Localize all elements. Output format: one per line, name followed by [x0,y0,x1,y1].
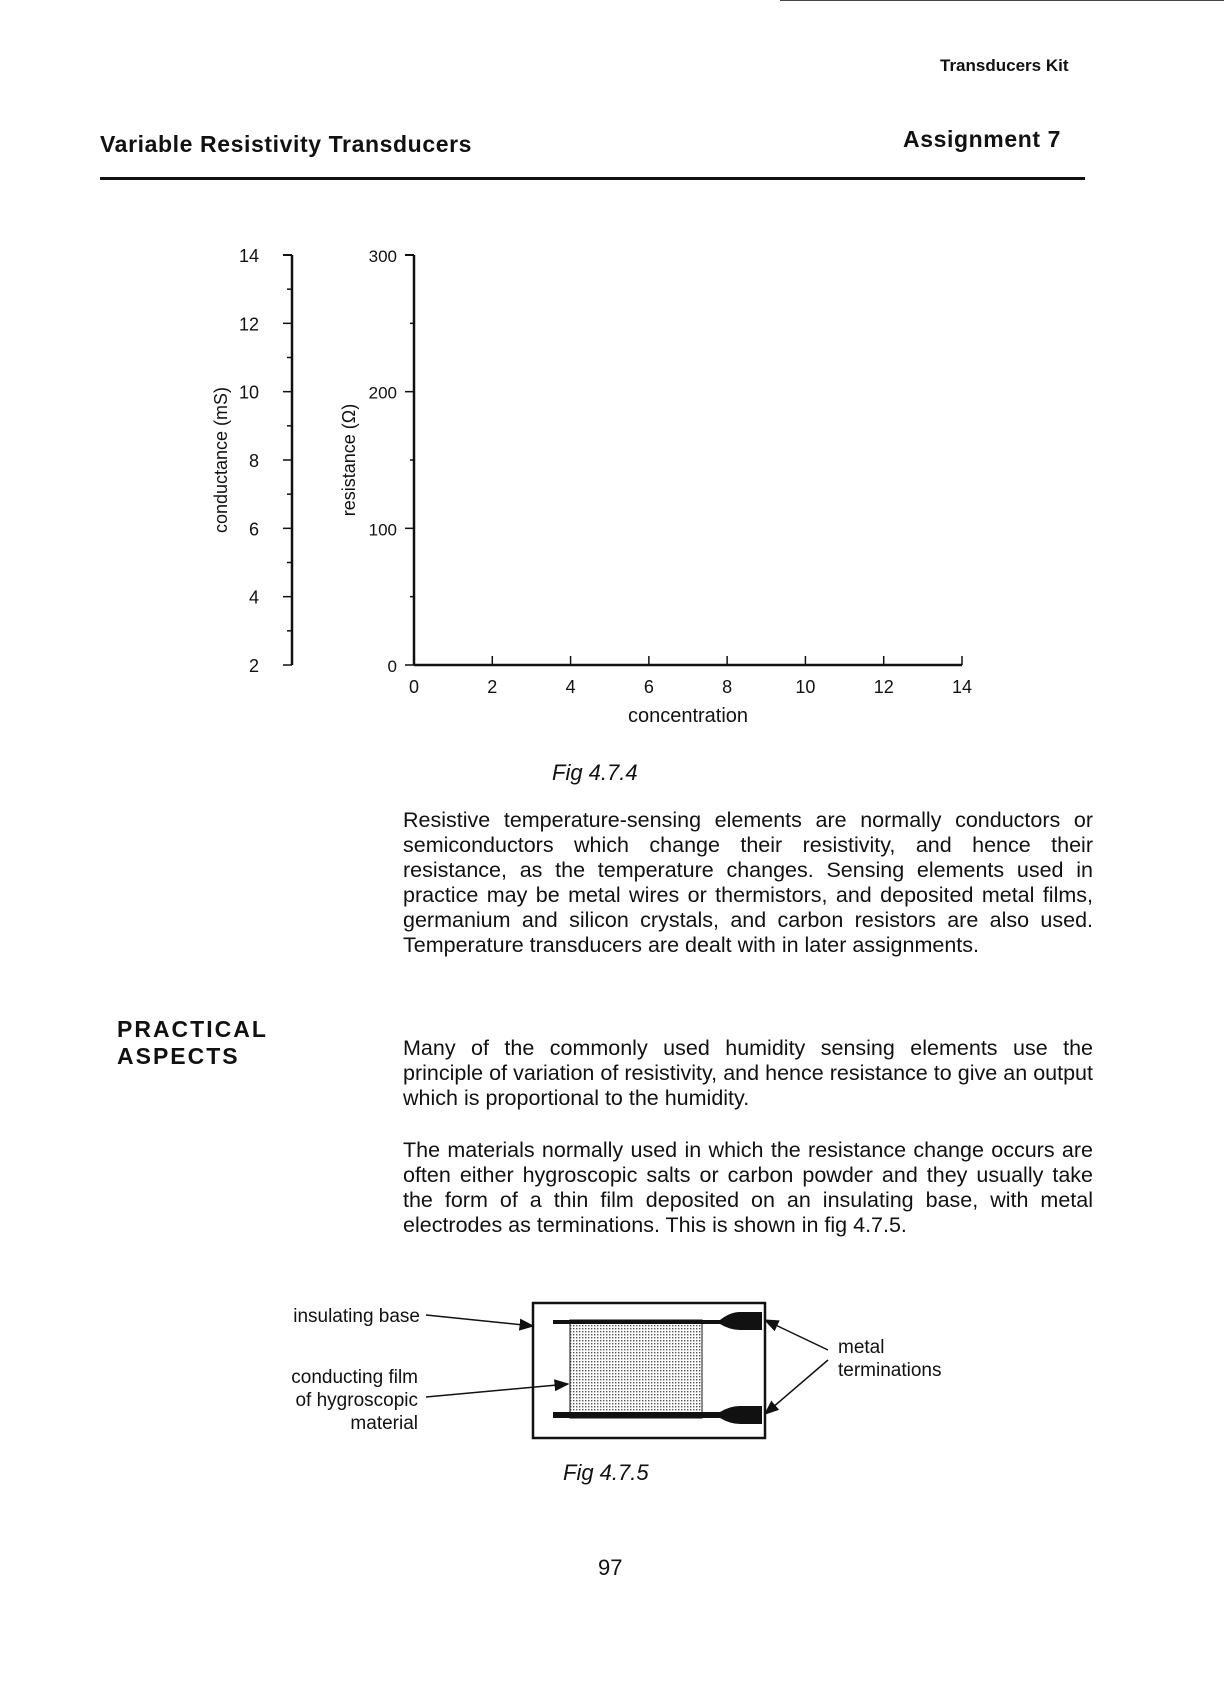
resistance-tick-label: 300 [368,247,397,266]
arrow-metal-top [765,1320,828,1350]
concentration-tick-label: 0 [408,677,420,697]
conductance-tick-label: 14 [238,246,259,266]
conductance-tick-label: 4 [248,587,259,608]
section-title: Variable Resistivity Transducers [100,131,473,157]
conductance-tick-label: 6 [248,519,259,540]
chart-fig-4-7-4 [0,0,1224,760]
label-film-line-2: of hygroscopic [295,1390,418,1411]
fig-4-7-5-caption: Fig 4.7.5 [563,1460,649,1485]
arrow-conducting-film [426,1384,568,1397]
hygroscopic-film [570,1320,702,1418]
label-metal-line-1: metal [838,1337,885,1358]
arrow-metal-bottom [765,1360,828,1414]
concentration-tick-label: 4 [565,677,576,697]
concentration-tick-label: 2 [487,677,498,697]
concentration-axis-label: concentration [627,705,749,727]
side-heading-practical-aspects [117,1016,268,1070]
conductance-tick-label: 8 [248,451,259,471]
diagram-fig-4-7-5 [0,1280,1224,1480]
concentration-tick-label: 6 [643,677,654,697]
resistance-axis-label: resistance (Ω) [339,403,359,517]
concentration-tick-label: 8 [722,677,733,697]
side-heading-line-2: ASPECTS [117,1043,240,1069]
kit-label: Transducers Kit [940,56,1069,75]
resistance-tick-label: 100 [368,520,397,540]
fig-4-7-4-caption: Fig 4.7.4 [552,760,638,785]
side-heading-line-1: PRACTICAL [117,1016,268,1042]
page-number: 97 [598,1555,623,1580]
arrow-insulating-base [426,1315,533,1326]
paragraph-humidity-elements: Many of the commonly used humidity sensing elements use the principle of variation of resistivity, and hence resistance to give an output which is proportional to the humidity. [403,1036,1093,1110]
conductance-tick-label: 2 [248,656,259,676]
label-metal-line-2: terminations [838,1360,942,1381]
concentration-tick-label: 12 [873,677,894,697]
label-film-line-3: material [350,1413,418,1434]
conductance-tick-label: 12 [238,314,259,335]
paragraph-materials: The materials normally used in which the resistance change occurs are often either hygroscopic salts or carbon powder and they usually take the form of a thin film deposited on an insulating base, with metal electrodes as terminations. This is shown in fig 4.7.5. [403,1138,1093,1237]
label-insulating-base: insulating base [293,1306,420,1327]
conductance-tick-label: 10 [238,382,259,403]
assignment-label: Assignment 7 [903,126,1062,152]
conductance-axis-label: conductance (mS) [211,386,231,534]
concentration-tick-label: 14 [951,677,973,697]
concentration-tick-label: 10 [795,677,816,697]
resistance-tick-label: 0 [387,657,397,676]
paragraph-resistive-elements: Resistive temperature-sensing elements are normally conductors or semiconductors which change their resistivity, and hence their resistance, as the temperature changes. Sensing elements used in practice may be metal wires or thermistors, and deposited metal films, germanium and silicon crystals, and carbon resistors are also used. Temperature transducers are dealt with in later assignments. [403,808,1093,957]
label-film-line-1: conducting film [291,1367,418,1388]
resistance-tick-label: 200 [368,383,397,403]
